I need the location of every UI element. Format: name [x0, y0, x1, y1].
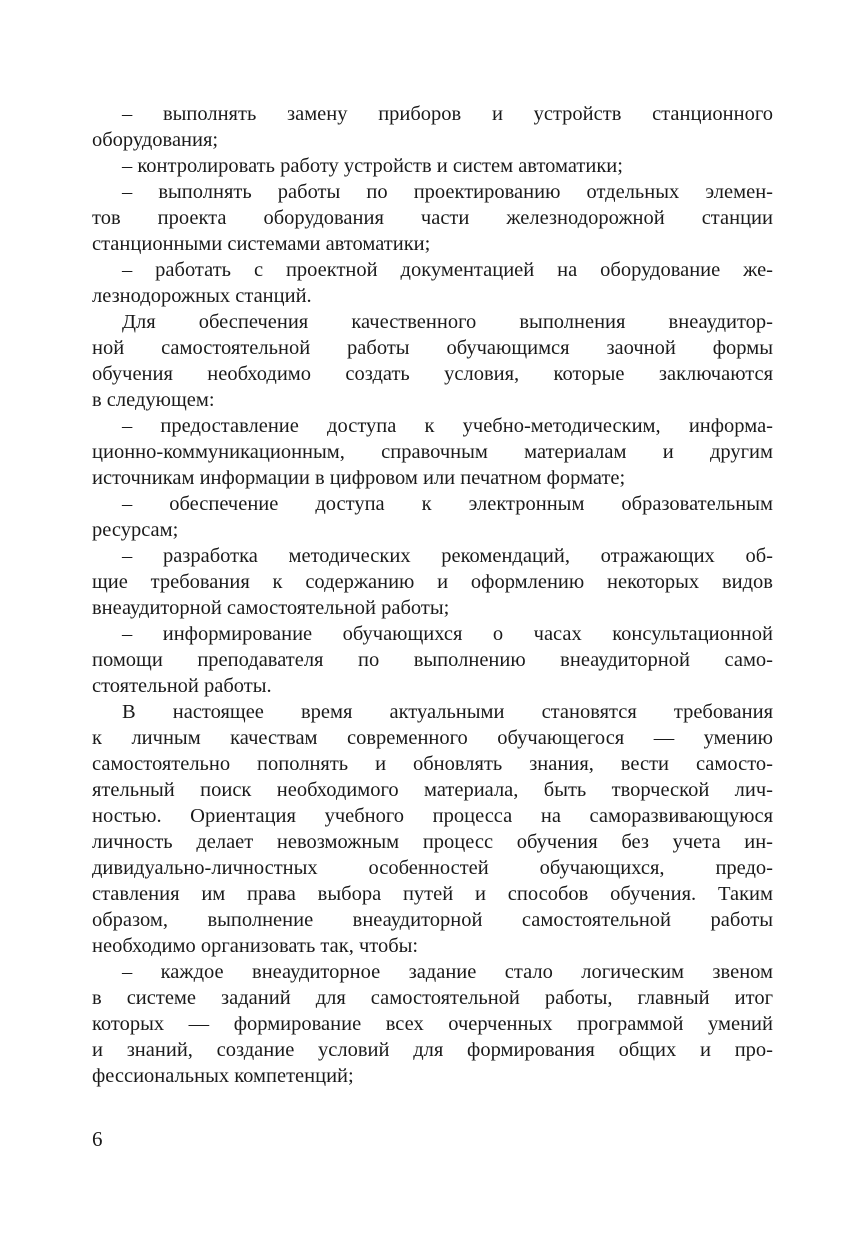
text-line: – выполнять работы по проектированию отдельных элемен-	[122, 181, 773, 203]
text-line: обучения необходимо создать условия, которые заключаются	[92, 363, 773, 385]
text-line: – контролировать работу устройств и систем автоматики;	[122, 155, 623, 177]
paragraph	[92, 959, 773, 1089]
text-line: – каждое внеаудиторное задание стало логическим звеном	[122, 961, 773, 983]
text-line: к личным качествам современного обучающегося — умению	[92, 727, 773, 749]
text-line: – предоставление доступа к учебно-методическим, информа-	[122, 415, 773, 437]
page-number: 6	[92, 1127, 103, 1151]
text-line: ностью. Ориентация учебного процесса на саморазвивающуюся	[92, 805, 773, 827]
text-line: Для обеспечения качественного выполнения внеаудитор-	[122, 311, 773, 333]
paragraph	[92, 101, 773, 153]
text-line: самостоятельно пополнять и обновлять знания, вести самосто-	[92, 753, 773, 775]
text-line: – обеспечение доступа к электронным образовательным	[122, 493, 773, 515]
page-body	[92, 101, 773, 1089]
paragraph	[92, 699, 773, 959]
text-line: образом, выполнение внеаудиторной самостоятельной работы	[92, 909, 773, 931]
text-line: личность делает невозможным процесс обучения без учета ин-	[92, 831, 773, 853]
text-line: дивидуально-личностных особенностей обучающихся, предо-	[92, 857, 773, 879]
text-line: ставления им права выбора путей и способов обучения. Таким	[92, 883, 773, 905]
text-line: фессиональных компетенций;	[92, 1065, 354, 1087]
text-line: внеаудиторной самостоятельной работы;	[92, 597, 450, 619]
text-line: – информирование обучающихся о часах консультационной	[122, 623, 773, 645]
text-line: тов проекта оборудования части железнодорожной станции	[92, 207, 773, 229]
text-line: в следующем:	[92, 389, 215, 411]
text-line: ной самостоятельной работы обучающимся заочной формы	[92, 337, 773, 359]
text-line: оборудования;	[92, 129, 219, 151]
text-line: необходимо организовать так, чтобы:	[92, 935, 419, 957]
text-line: которых — формирование всех очерченных программой умений	[92, 1013, 773, 1035]
text-line: источникам информации в цифровом или печатном формате;	[92, 467, 626, 489]
paragraph	[92, 153, 773, 179]
text-line: в системе заданий для самостоятельной работы, главный итог	[92, 987, 773, 1009]
text-line: – разработка методических рекомендаций, отражающих об-	[122, 545, 773, 567]
text-line: станционными системами автоматики;	[92, 233, 431, 255]
text-line: помощи преподавателя по выполнению внеаудиторной само-	[92, 649, 773, 671]
text-line: ятельный поиск необходимого материала, быть творческой лич-	[92, 779, 773, 801]
paragraph	[92, 257, 773, 309]
paragraph	[92, 309, 773, 413]
paragraph	[92, 543, 773, 621]
paragraph	[92, 621, 773, 699]
text-line: лезнодорожных станций.	[92, 285, 312, 307]
text-line: щие требования к содержанию и оформлению некоторых видов	[92, 571, 773, 593]
text-line: ционно-коммуникационным, справочным материалам и другим	[92, 441, 773, 463]
text-line: и знаний, создание условий для формирования общих и про-	[92, 1039, 773, 1061]
text-line: В настоящее время актуальными становятся требования	[122, 701, 773, 723]
text-line: – работать с проектной документацией на оборудование же-	[122, 259, 773, 281]
paragraph	[92, 179, 773, 257]
text-line: стоятельной работы.	[92, 675, 272, 697]
text-line: ресурсам;	[92, 519, 179, 541]
paragraph	[92, 413, 773, 491]
text-line: – выполнять замену приборов и устройств станционного	[122, 103, 773, 125]
paragraph	[92, 491, 773, 543]
